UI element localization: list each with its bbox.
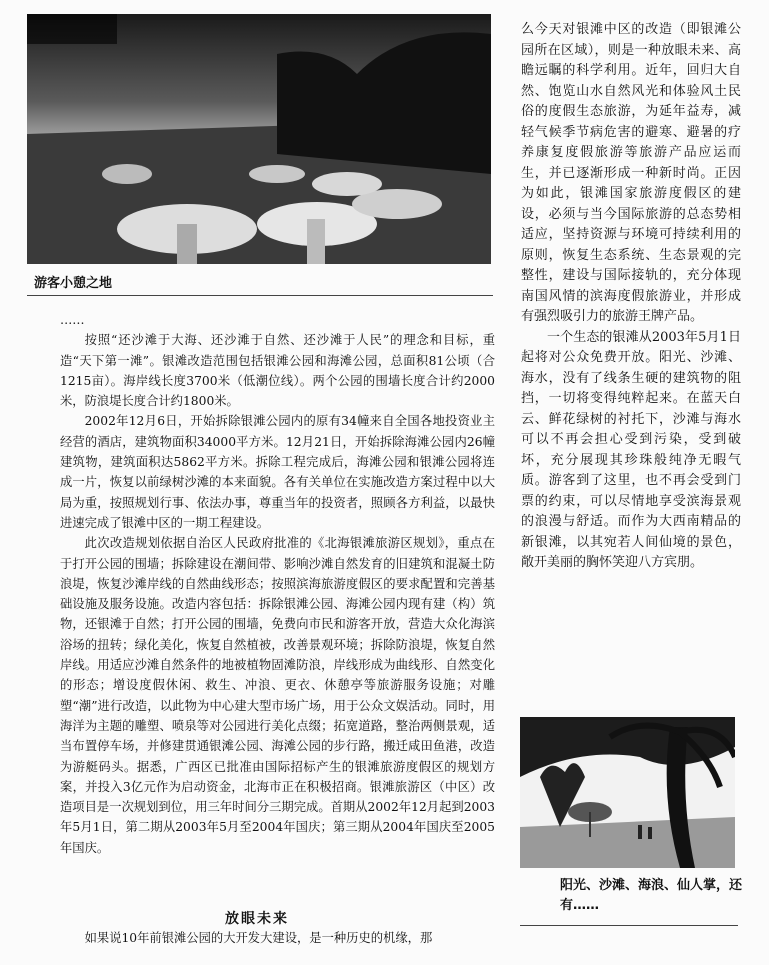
section-heading: 放眼未来	[225, 911, 289, 927]
photo1-caption: 游客小憩之地	[34, 276, 113, 291]
divider-photo1	[27, 295, 493, 296]
right-paragraph-1: 么今天对银滩中区的改造（即银滩公园所在区域），则是一种放眼未来、高瞻远瞩的科学利用。近年，回归大自然、饱览山水自然风光和体验风土民俗的度假生态旅游，为延年益寿，减轻气候季节病危害的避寒、避暑的疗养康复度假旅游等旅游产品应运而生，并已逐渐形成一种新时尚。正因为如此，银滩国家旅游度假区的建设，必须与当今国际旅游的总态势相适应，坚持资源与环境可持续利用的原则，恢复生态系统、生态景观的完整性，建设与国际接轨的，充分体现南国风情的滨海度假旅游业，并形成有强烈吸引力的旅游王牌产品。	[521, 22, 741, 324]
ellipsis-line: ……	[60, 313, 85, 327]
left-column-text	[60, 310, 495, 858]
paragraph-2: 2002年12月6日，开始拆除银滩公园内的原有34幢来自全国各地投资业主经营的酒店，建筑物面积34000平方米。12月21日，开始拆除海滩公园内26幢建筑物，建筑面积达5862平方米。拆除工程完成后，海滩公园和银滩公园将连成一片，恢复以前绿树沙滩的本来面貌。各有关单位在实施改造方案过程中以大局为重，按照规划行事、依法办事，尊重当年的投资者，照顾各方利益，以最快进速完成了银滩中区的一期工程建设。	[60, 414, 495, 530]
right-paragraph-2: 一个生态的银滩从2003年5月1日起将对公众免费开放。阳光、沙滩、海水，没有了线条生硬的建筑物的阻挡，一切将变得纯粹起来。在蓝天白云、鲜花绿树的衬托下，沙滩与海水可以不再会担心受到污染，受到破坏，充分展现其珍珠般纯净无暇气质。游客到了这里，也不再会受到门票的约束，可以尽情地享受滨海景观的浪漫与舒适。而作为大西南精品的新银滩，以其宛若人间仙境的景色，敞开美丽的胸怀笑迎八方宾朋。	[521, 329, 741, 570]
photo-tourist-rest-area-image	[27, 14, 491, 264]
photo2-caption: 阳光、沙滩、海浪、仙人掌，还有……	[560, 878, 743, 913]
right-column-text	[521, 20, 741, 574]
paragraph-4-start: 如果说10年前银滩公园的大开发大建设，是一种历史的机缘，那	[84, 931, 433, 945]
photo-tourist-rest-area	[27, 14, 491, 264]
photo-beach-palm	[520, 717, 735, 868]
photo-beach-palm-image	[520, 717, 735, 868]
paragraph-1: 按照“还沙滩于大海、还沙滩于自然、还沙滩于人民”的理念和目标，重造“天下第一滩”。银滩改造范围包括银滩公园和海滩公园，总面积81公顷（合1215亩）。海岸线长度3700米（低潮位线）。两个公园的围墙长度合计约2000米，防浪堤长度合计约1800米。	[60, 333, 495, 409]
divider-photo2	[520, 925, 738, 926]
paragraph-3: 此次改造规划依据自治区人民政府批准的《北海银滩旅游区规划》，重点在于打开公园的围墙；拆除建设在潮间带、影响沙滩自然发育的旧建筑和混凝土防浪堤，恢复沙滩岸线的自然曲线形态；按照滨海旅游度假区的要求配置和完善基础设施及服务设施。改造内容包括：拆除银滩公园、海滩公园内现有建（构）筑物，还银滩于自然；打开公园的围墙，免费向市民和游客开放，营造大众化海滨浴场的扭转；绿化美化，恢复自然植被，改善景观环境；拆除防浪堤，恢复自然岸线。用适应沙滩自然条件的地被植物固滩防浪，岸线形成为曲线形、自然变化的形态；增设度假休闲、救生、冲浪、更衣、休憩亭等旅游服务设施；对雕塑“潮”进行改造，以此物为中心建大型市场广场，用于公众文娱活动。同时，用海洋为主题的雕塑、喷泉等对公园进行美化点缀；拓宽道路，整治两侧景观，适当布置停车场，并修建贯通银滩公园、海滩公园的步行路，搬迁咸田鱼港，改造为游艇码头。据悉，广西区已批准由国际招标产生的银滩旅游度假区的规划方案，并投入3亿元作为启动资金，北海市正在积极招商。银滩旅游区（中区）改造项目是一次规划到位，用三年时间分三期完成。首期从2002年12月起到2003年5月1日，第二期从2003年5月至2004年国庆；第三期从2004年国庆至2005年国庆。	[60, 536, 495, 855]
